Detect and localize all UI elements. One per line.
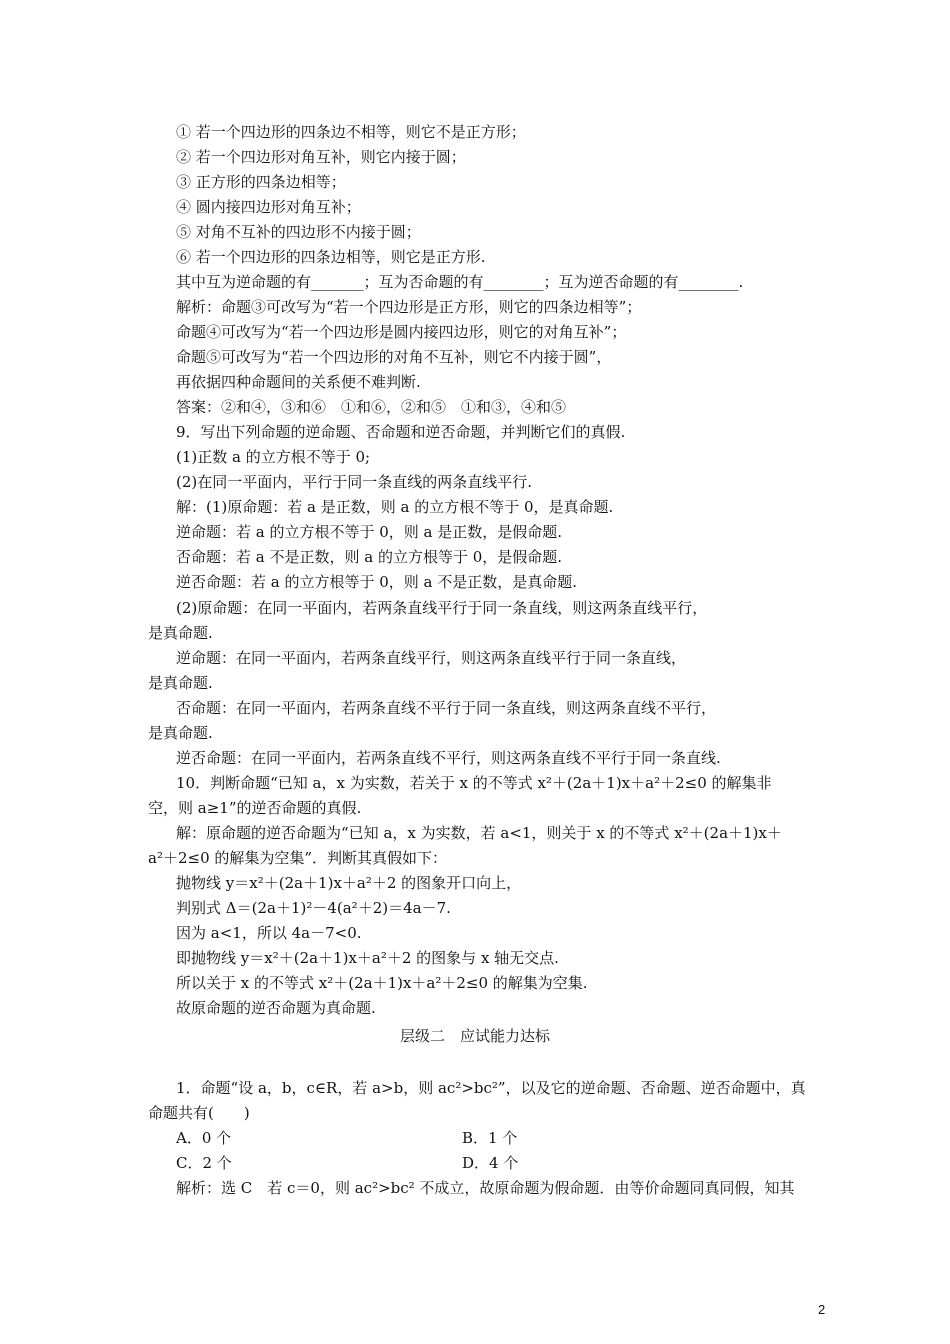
solution-line: 逆命题：若 a 的立方根不等于 0，则 a 是正数，是假命题. xyxy=(176,523,563,541)
question-9-part-2: (2)在同一平面内，平行于同一条直线的两条直线平行. xyxy=(176,473,533,491)
analysis-line: 再依据四种命题间的关系便不难判断. xyxy=(176,373,421,391)
statement-6: ⑥ 若一个四边形的四条边相等，则它是正方形. xyxy=(176,248,486,266)
option-d: D．4 个 xyxy=(462,1154,519,1172)
solution-line: 解：(1)原命题：若 a 是正数，则 a 的立方根不等于 0，是真命题. xyxy=(176,498,614,516)
option-b: B．1 个 xyxy=(462,1129,518,1147)
question-10: 10．判断命题“已知 a，x 为实数，若关于 x 的不等式 x²＋(2a＋1)x＋a²＋2≤0 的解集非 xyxy=(176,774,772,792)
solution-line: a²＋2≤0 的解集为空集”．判断其真假如下： xyxy=(148,849,448,867)
statement-1: ① 若一个四边形的四条边不相等，则它不是正方形； xyxy=(176,123,526,141)
solution-line: 解：原命题的逆否命题为“已知 a，x 为实数，若 a<1，则关于 x 的不等式 x²＋(2a＋1)x＋ xyxy=(176,824,782,842)
solution-line: 逆否命题：若 a 的立方根等于 0，则 a 不是正数，是真命题. xyxy=(176,573,578,591)
answer-line: 答案：②和④，③和⑥ ①和⑥，②和⑤ ①和③，④和⑤ xyxy=(176,398,567,416)
solution-line: 故原命题的逆否命题为真命题. xyxy=(176,999,376,1017)
question-10: 空，则 a≥1”的逆否命题的真假. xyxy=(148,799,362,817)
solution-line: 即抛物线 y＝x²＋(2a＋1)x＋a²＋2 的图象与 x 轴无交点. xyxy=(176,949,559,967)
section-heading: 层级二 应试能力达标 xyxy=(399,1027,550,1045)
page-number: 2 xyxy=(818,1302,826,1317)
statement-2: ② 若一个四边形对角互补，则它内接于圆； xyxy=(176,148,466,166)
solution-line: 所以关于 x 的不等式 x²＋(2a＋1)x＋a²＋2≤0 的解集为空集. xyxy=(176,974,588,992)
solution-line: 是真命题. xyxy=(148,624,213,642)
option-a: A．0 个 xyxy=(176,1129,232,1147)
question-1: 1．命题“设 a，b，c∈R，若 a>b，则 ac²>bc²”，以及它的逆命题、否命题、逆否命题中，真 xyxy=(176,1079,806,1097)
solution-line: 否命题：若 a 不是正数，则 a 的立方根等于 0，是假命题. xyxy=(176,548,563,566)
solution-line: 抛物线 y＝x²＋(2a＋1)x＋a²＋2 的图象开口向上， xyxy=(176,874,522,892)
solution-line: 是真命题. xyxy=(148,724,213,742)
solution-line: 否命题：在同一平面内，若两条直线不平行于同一条直线，则这两条直线不平行， xyxy=(176,699,717,717)
option-c: C．2 个 xyxy=(176,1154,232,1172)
question-9-part-1: (1)正数 a 的立方根不等于 0; xyxy=(176,448,371,466)
solution-line: 判别式 Δ＝(2a＋1)²－4(a²＋2)＝4a－7. xyxy=(176,899,451,917)
question-9: 9．写出下列命题的逆命题、否命题和逆否命题，并判断它们的真假. xyxy=(176,423,626,441)
question-blanks: 其中互为逆命题的有_______；互为否命题的有________；互为逆否命题的有________. xyxy=(176,273,744,291)
solution-line: (2)原命题：在同一平面内，若两条直线平行于同一条直线，则这两条直线平行， xyxy=(176,599,708,617)
solution-line: 因为 a<1，所以 4a－7<0. xyxy=(176,924,362,942)
analysis-line: 命题④可改写为“若一个四边形是圆内接四边形，则它的对角互补”； xyxy=(176,323,627,341)
analysis-line: 命题⑤可改写为“若一个四边形的对角不互补，则它不内接于圆”， xyxy=(176,348,612,366)
analysis-line: 解析：选 C 若 c＝0，则 ac²>bc² 不成立，故原命题为假命题．由等价命题同真同假，知其 xyxy=(176,1179,795,1197)
solution-line: 逆否命题：在同一平面内，若两条直线不平行，则这两条直线不平行于同一条直线. xyxy=(176,749,721,767)
statement-5: ⑤ 对角不互补的四边形不内接于圆； xyxy=(176,223,421,241)
analysis-line: 解析：命题③可改写为“若一个四边形是正方形，则它的四条边相等”； xyxy=(176,298,642,316)
solution-line: 是真命题. xyxy=(148,674,213,692)
statement-3: ③ 正方形的四条边相等； xyxy=(176,173,346,191)
statement-4: ④ 圆内接四边形对角互补； xyxy=(176,198,361,216)
solution-line: 逆命题：在同一平面内，若两条直线平行，则这两条直线平行于同一条直线， xyxy=(176,649,687,667)
question-1: 命题共有( ) xyxy=(148,1104,250,1122)
